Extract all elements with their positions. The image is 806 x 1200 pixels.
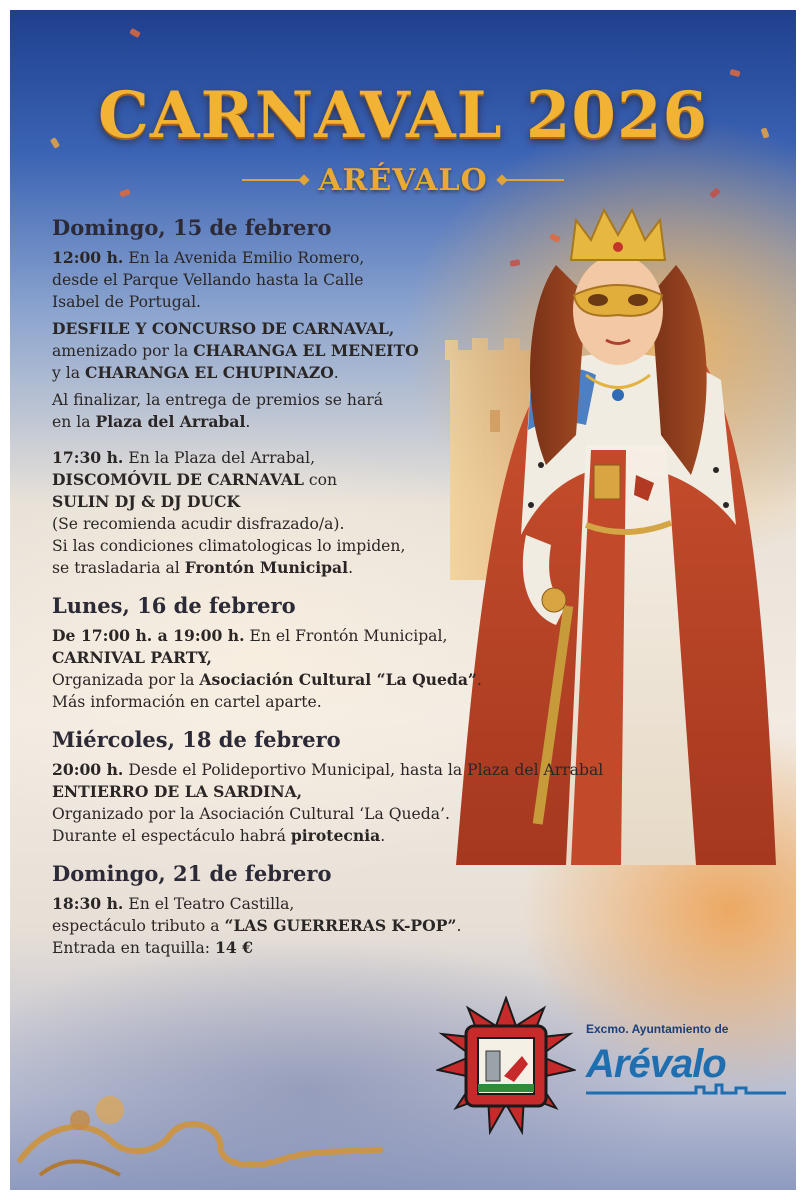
venue-name: Frontón Municipal [184, 558, 349, 577]
punctuation: . [348, 559, 354, 577]
events-list [52, 215, 632, 973]
event-text: En la Avenida Emilio Romero, [128, 249, 365, 267]
event-description [52, 389, 632, 433]
event-time: De 17:00 h. a 19:00 h. [52, 626, 245, 645]
council-caption: Excmo. Ayuntamiento de [586, 1022, 729, 1036]
event-day-wednesday-18 [52, 727, 632, 847]
highlight-word: pirotecnia [290, 826, 381, 845]
event-text: Desde el Polideportivo Municipal, hasta la Plaza del Arrabal [128, 761, 604, 779]
punctuation: . [245, 413, 251, 431]
event-text: En la Plaza del Arrabal, [128, 449, 316, 467]
event-description [52, 447, 632, 579]
day-heading: Lunes, 16 de febrero [52, 593, 296, 618]
council-logo [586, 1022, 786, 1099]
day-heading: Domingo, 15 de febrero [52, 215, 332, 240]
event-title: ENTIERRO DE LA SARDINA, [52, 782, 303, 801]
event-title: DESFILE Y CONCURSO DE CARNAVAL, [52, 319, 395, 338]
day-heading: Miércoles, 18 de febrero [52, 727, 341, 752]
event-text: con [308, 471, 338, 489]
subtitle-row [10, 160, 796, 200]
venue-name: Plaza del Arrabal [95, 412, 246, 431]
event-text: En el Frontón Municipal, [249, 627, 448, 645]
event-day-sunday-21 [52, 861, 632, 959]
event-text: Organizado por la Asociación Cultural ‘La Queda’. [52, 805, 450, 823]
event-time: 17:30 h. [52, 448, 124, 467]
event-text: En el Teatro Castilla, [128, 895, 295, 913]
event-text: y la [52, 364, 81, 382]
event-text: espectáculo tributo a [52, 917, 220, 935]
council-wordmark: Arévalo [586, 1042, 726, 1086]
event-sunday-evening [52, 447, 632, 579]
poster [10, 10, 796, 1190]
event-text: amenizado por la [52, 342, 189, 360]
event-time: 20:00 h. [52, 760, 124, 779]
event-text: Organizada por la [52, 671, 195, 689]
event-title: DISCOMÓVIL DE CARNAVAL [52, 470, 304, 489]
event-text: se trasladaria al [52, 559, 180, 577]
event-text: Isabel de Portugal. [52, 293, 202, 311]
event-text: (Se recomienda acudir disfrazado/a). [52, 515, 345, 533]
event-text: Si las condiciones climatologicas lo impiden, [52, 537, 406, 555]
event-title: CARNIVAL PARTY, [52, 648, 212, 667]
day-heading: Domingo, 21 de febrero [52, 861, 332, 886]
event-description [52, 893, 632, 959]
event-time: 12:00 h. [52, 248, 124, 267]
punctuation: . [333, 364, 339, 382]
event-text: Durante el espectáculo habrá [52, 827, 286, 845]
event-description [52, 318, 632, 384]
event-text: desde el Parque Vellando hasta la Calle [52, 271, 364, 289]
event-text: Entrada en taquilla: [52, 939, 211, 957]
divider-ornament-left [242, 179, 304, 181]
event-description [52, 759, 632, 847]
town-subtitle: ARÉVALO [318, 162, 488, 198]
ticket-price: 14 € [214, 938, 253, 957]
punctuation: . [380, 827, 386, 845]
event-text: Al finalizar, la entrega de premios se hará [52, 391, 384, 409]
band-name: CHARANGA EL MENEITO [193, 341, 419, 360]
poster-title: CARNAVAL 2026 [97, 78, 709, 153]
show-title: “LAS GUERRERAS K-POP” [224, 916, 457, 935]
punctuation: . [476, 671, 482, 689]
ornamental-flourish-icon [10, 1080, 390, 1190]
punctuation: . [456, 917, 462, 935]
event-day-monday-16 [52, 593, 632, 713]
event-day-sunday-15 [52, 215, 632, 433]
event-text: en la [52, 413, 91, 431]
event-text: Más información en cartel aparte. [52, 693, 322, 711]
band-name: CHARANGA EL CHUPINAZO [85, 363, 334, 382]
organizer-name: Asociación Cultural “La Queda” [199, 670, 477, 689]
event-description [52, 625, 632, 713]
performer-names: SULIN DJ & DJ DUCK [52, 492, 241, 511]
divider-ornament-right [502, 179, 564, 181]
event-time: 18:30 h. [52, 894, 124, 913]
event-description [52, 247, 632, 313]
town-coat-of-arms-icon [436, 996, 576, 1136]
